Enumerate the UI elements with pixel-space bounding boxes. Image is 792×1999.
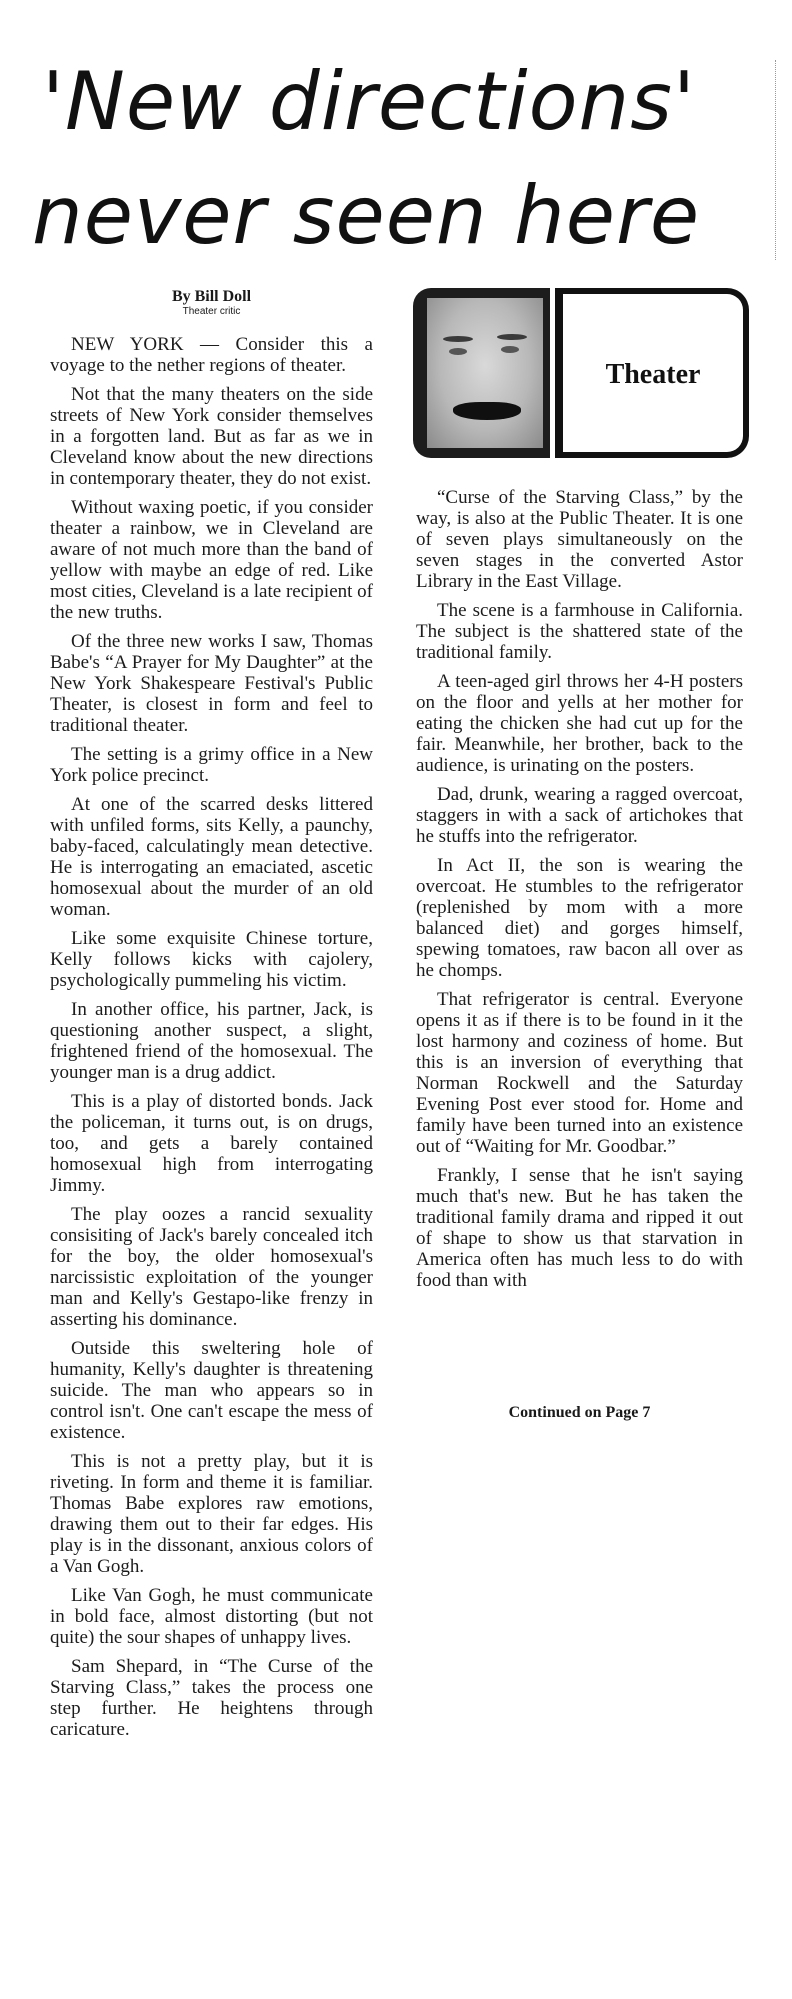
author-byline: By Bill Doll: [171, 288, 252, 305]
article-paragraph: This is not a pretty play, but it is riveting. In form and theme it is familiar. Thomas Babe explores raw emotions, drawing them out to their far edges. His play is in the dissonant, anxious colors of a Van Gogh.: [50, 1451, 373, 1577]
article-paragraph: This is a play of distorted bonds. Jack the policeman, it turns out, is on drugs, too, and gets a barely contained homosexual high from interrogating Jimmy.: [50, 1091, 373, 1196]
article-paragraph: Like Van Gogh, he must communicate in bold face, almost distorting (but not quite) the sour shapes of unhappy lives.: [50, 1585, 373, 1648]
right-eye: [501, 346, 519, 353]
article-column-2: [416, 487, 743, 1299]
mustache: [453, 402, 521, 420]
article-paragraph: In another office, his partner, Jack, is questioning another suspect, a slight, frightened friend of the homosexual. The younger man is a drug addict.: [50, 999, 373, 1083]
section-label: Theater: [605, 359, 701, 390]
headline-line-1: 'New directions': [42, 55, 696, 148]
article-paragraph: The setting is a grimy office in a New York police precinct.: [50, 744, 373, 786]
article-paragraph: NEW YORK — Consider this a voyage to the nether regions of theater.: [50, 334, 373, 376]
article-paragraph: The scene is a farmhouse in California. The subject is the shattered state of the traditional family.: [416, 600, 743, 663]
continuation-note: Continued on Page 7: [508, 1404, 651, 1421]
section-logo: [413, 288, 749, 458]
left-brow: [443, 336, 473, 342]
article-paragraph: Frankly, I sense that he isn't saying much that's new. But he has taken the traditional family drama and ripped it out of shape to show us that starvation in America often has much less to do with food than with: [416, 1165, 743, 1291]
article-column-1: [50, 334, 373, 1748]
article-paragraph: In Act II, the son is wearing the overcoat. He stumbles to the refrigerator (replenished by mom with a more balanced diet) and gorges himself, spewing tomatoes, raw bacon all over as he chomps.: [416, 855, 743, 981]
article-paragraph: Sam Shepard, in “The Curse of the Starving Class,” takes the process one step further. He heightens through caricature.: [50, 1656, 373, 1740]
article-paragraph: The play oozes a rancid sexuality consisiting of Jack's barely concealed itch for the boy, the older homosexual's narcissistic exploitation of the younger man and Kelly's Gestapo-like frenzy in asserting his dominance.: [50, 1204, 373, 1330]
article-paragraph: Without waxing poetic, if you consider theater a rainbow, we in Cleveland are aware of not much more than the band of yellow with maybe an edge of red. Like most cities, Cleveland is a late recipient of the new truths.: [50, 497, 373, 623]
author-role: Theater critic: [182, 306, 241, 317]
article-paragraph: Dad, drunk, wearing a ragged overcoat, staggers in with a sack of artichokes that he stuffs into the refrigerator.: [416, 784, 743, 847]
article-paragraph: “Curse of the Starving Class,” by the way, is also at the Public Theater. It is one of seven plays simultaneously on the seven stages in the converted Astor Library in the East Village.: [416, 487, 743, 592]
byline-block: [50, 288, 373, 318]
article-paragraph: At one of the scarred desks littered with unfiled forms, sits Kelly, a paunchy, baby-faced, calculatingly mean detective. He is interrogating an emaciated, ascetic homosexual about the murder of an old woman.: [50, 794, 373, 920]
critic-photo: [413, 288, 550, 458]
right-brow: [497, 334, 527, 340]
headline-line-2: never seen here: [32, 169, 701, 262]
article-paragraph: Not that the many theaters on the side streets of New York consider themselves in a forgotten land. But as far as we in Cleveland know about the new directions in contemporary theater, they do not exist.: [50, 384, 373, 489]
article-paragraph: A teen-aged girl throws her 4-H posters on the floor and yells at her mother for eating the chicken she had cut up for the fair. Meanwhile, her brother, back to the audience, is urinating on the posters.: [416, 671, 743, 776]
margin-rule: [775, 60, 777, 260]
left-eye: [449, 348, 467, 355]
section-label-box: [555, 288, 749, 458]
article-paragraph: Outside this sweltering hole of humanity, Kelly's daughter is threatening suicide. The man who appears so in control isn't. One can't escape the mess of existence.: [50, 1338, 373, 1443]
article-paragraph: That refrigerator is central. Everyone opens it as if there is to be found in it the lost harmony and coziness of home. But this is an inversion of everything that Norman Rockwell and the Saturday Evening Post ever stood for. Home and family have been turned into an existence out of “Waiting for Mr. Goodbar.”: [416, 989, 743, 1157]
critic-face: [427, 298, 543, 448]
article-paragraph: Of the three new works I saw, Thomas Babe's “A Prayer for My Daughter” at the New York Shakespeare Festival's Public Theater, is closest in form and feel to traditional theater.: [50, 631, 373, 736]
article-paragraph: Like some exquisite Chinese torture, Kelly follows kicks with cajolery, psychologically pummeling his victim.: [50, 928, 373, 991]
